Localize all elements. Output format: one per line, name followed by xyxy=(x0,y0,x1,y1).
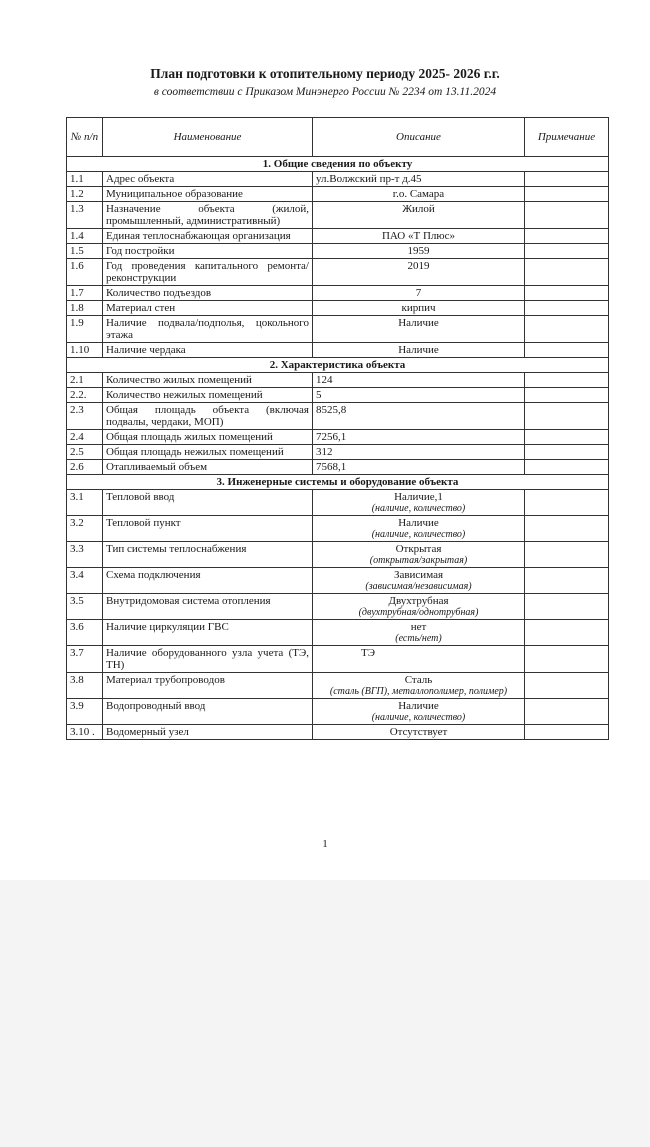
row-note xyxy=(525,490,609,516)
row-description xyxy=(313,620,525,646)
row-description-value: Наличие xyxy=(398,700,439,712)
row-description xyxy=(313,301,525,316)
row-description xyxy=(313,202,525,229)
row-name: Тип системы теплоснабжения xyxy=(103,542,313,568)
row-description-value: г.о. Самара xyxy=(392,188,445,200)
row-description xyxy=(313,673,525,699)
row-description-hint: (наличие, количество) xyxy=(371,529,466,540)
row-note xyxy=(525,187,609,202)
row-note xyxy=(525,403,609,430)
row-note xyxy=(525,673,609,699)
row-description xyxy=(313,594,525,620)
table-row xyxy=(67,259,609,286)
row-name: Назначение объекта (жилой, промышленный, административный) xyxy=(103,202,313,229)
table-row xyxy=(67,699,609,725)
row-name: Схема подключения xyxy=(103,568,313,594)
row-name: Наличие подвала/подполья, цокольного этажа xyxy=(103,316,313,343)
row-description-hint: (наличие, количество) xyxy=(371,503,466,514)
row-description-value: Открытая xyxy=(395,543,442,555)
table-row xyxy=(67,490,609,516)
row-number: 3.4 xyxy=(67,568,103,594)
row-description xyxy=(313,646,525,673)
table-row xyxy=(67,673,609,699)
row-description-value: ПАО «Т Плюс» xyxy=(381,230,456,242)
row-description xyxy=(313,187,525,202)
table-row xyxy=(67,460,609,475)
table-row xyxy=(67,172,609,187)
row-name: Внутридомовая система отопления xyxy=(103,594,313,620)
row-number: 2.3 xyxy=(67,403,103,430)
row-number: 1.10 xyxy=(67,343,103,358)
row-number: 1.2 xyxy=(67,187,103,202)
row-number: 1.9 xyxy=(67,316,103,343)
row-description-value: 2019 xyxy=(407,260,430,272)
row-description xyxy=(313,403,525,430)
row-note xyxy=(525,316,609,343)
row-description-hint: (зависимая/независимая) xyxy=(365,581,472,592)
table-row xyxy=(67,202,609,229)
row-note xyxy=(525,286,609,301)
row-name: Материал стен xyxy=(103,301,313,316)
row-description xyxy=(313,542,525,568)
row-note xyxy=(525,172,609,187)
row-name: Материал трубопроводов xyxy=(103,673,313,699)
row-description-value: Двухтрубная xyxy=(388,595,449,607)
row-name: Общая площадь объекта (включая подвалы, чердаки, МОП) xyxy=(103,403,313,430)
table-row xyxy=(67,646,609,673)
table-row xyxy=(67,445,609,460)
row-description xyxy=(313,725,525,740)
row-note xyxy=(525,725,609,740)
table-row xyxy=(67,301,609,316)
row-number: 1.5 xyxy=(67,244,103,259)
row-description xyxy=(313,445,525,460)
document-subtitle: в соответствии с Приказом Минэнерго России № 2234 от 13.11.2024 xyxy=(153,86,497,98)
row-description-hint: (наличие, количество) xyxy=(371,712,466,723)
row-note xyxy=(525,301,609,316)
row-description xyxy=(313,490,525,516)
row-description-value: нет xyxy=(410,621,427,633)
row-number: 1.6 xyxy=(67,259,103,286)
plan-table xyxy=(66,117,609,740)
row-description-value: 124 xyxy=(316,374,333,386)
row-description-value: Наличие xyxy=(398,344,439,356)
row-name: Водомерный узел xyxy=(103,725,313,740)
row-number: 3.2 xyxy=(67,516,103,542)
row-description-hint: (есть/нет) xyxy=(395,633,442,644)
table-row xyxy=(67,229,609,244)
row-description-hint: (двухтрубная/однотрубная) xyxy=(358,607,479,618)
row-number: 1.1 xyxy=(67,172,103,187)
row-note xyxy=(525,343,609,358)
row-description xyxy=(313,373,525,388)
row-name: Отапливаемый объем xyxy=(103,460,313,475)
row-description xyxy=(313,516,525,542)
row-number: 3.8 xyxy=(67,673,103,699)
header-num: № п/п xyxy=(67,118,103,157)
row-name: Общая площадь жилых помещений xyxy=(103,430,313,445)
row-description-value: Зависимая xyxy=(393,569,444,581)
row-description xyxy=(313,460,525,475)
row-description xyxy=(313,699,525,725)
table-row xyxy=(67,594,609,620)
row-description xyxy=(313,286,525,301)
row-note xyxy=(525,259,609,286)
table-row xyxy=(67,403,609,430)
table-row xyxy=(67,187,609,202)
row-number: 3.7 xyxy=(67,646,103,673)
row-name: Наличие циркуляции ГВС xyxy=(103,620,313,646)
row-description xyxy=(313,430,525,445)
row-name: Водопроводный ввод xyxy=(103,699,313,725)
table-row xyxy=(67,620,609,646)
row-name: Год постройки xyxy=(103,244,313,259)
row-name: Общая площадь нежилых помещений xyxy=(103,445,313,460)
row-note xyxy=(525,460,609,475)
row-name: Наличие оборудованного узла учета (ТЭ, ТН) xyxy=(103,646,313,673)
row-description-value: ул.Волжский пр-т д.45 xyxy=(316,173,422,185)
table-row xyxy=(67,516,609,542)
row-name: Количество жилых помещений xyxy=(103,373,313,388)
row-description-value: Наличие xyxy=(398,317,439,329)
row-note xyxy=(525,568,609,594)
header-name: Наименование xyxy=(103,118,313,157)
row-note xyxy=(525,202,609,229)
row-number: 1.7 xyxy=(67,286,103,301)
row-description-value: 5 xyxy=(316,389,322,401)
row-note xyxy=(525,229,609,244)
row-description xyxy=(313,568,525,594)
row-description-value: Наличие,1 xyxy=(394,491,443,503)
row-name: Адрес объекта xyxy=(103,172,313,187)
table-row xyxy=(67,725,609,740)
row-description-value: 8525,8 xyxy=(316,404,347,416)
row-description-value: 312 xyxy=(316,446,333,458)
table-body xyxy=(67,157,609,740)
section-title: 2. Характеристика объекта xyxy=(67,358,609,373)
table-row xyxy=(67,343,609,358)
row-description xyxy=(313,229,525,244)
row-number: 3.10 . xyxy=(67,725,103,740)
row-note xyxy=(525,388,609,403)
row-description-hint: (сталь (ВГП), металлополимер, полимер) xyxy=(329,686,508,697)
table-row xyxy=(67,373,609,388)
table-row xyxy=(67,568,609,594)
row-note xyxy=(525,516,609,542)
row-note xyxy=(525,244,609,259)
section-header-row xyxy=(67,157,609,172)
row-description-value: Жилой xyxy=(402,203,435,215)
row-description-value: Отсутствует xyxy=(389,726,448,738)
row-note xyxy=(525,646,609,673)
row-description xyxy=(313,316,525,343)
row-description xyxy=(313,244,525,259)
row-description xyxy=(313,172,525,187)
table-row xyxy=(67,430,609,445)
document-title: План подготовки к отопительному периоду 2025- 2026 г.г. xyxy=(150,66,500,81)
row-description xyxy=(313,388,525,403)
row-name: Тепловой пункт xyxy=(103,516,313,542)
row-note xyxy=(525,542,609,568)
table-row xyxy=(67,286,609,301)
table-row xyxy=(67,244,609,259)
row-number: 1.4 xyxy=(67,229,103,244)
row-description-value: 7256,1 xyxy=(316,431,347,443)
row-description-value: 1959 xyxy=(407,245,430,257)
row-note xyxy=(525,699,609,725)
row-number: 3.6 xyxy=(67,620,103,646)
row-number: 3.5 xyxy=(67,594,103,620)
row-name: Единая теплоснабжающая организация xyxy=(103,229,313,244)
row-number: 2.2. xyxy=(67,388,103,403)
row-number: 2.4 xyxy=(67,430,103,445)
section-header-row xyxy=(67,358,609,373)
table-header-row xyxy=(67,118,609,157)
row-note xyxy=(525,620,609,646)
row-number: 1.8 xyxy=(67,301,103,316)
row-description-value: 7 xyxy=(415,287,422,299)
table-row xyxy=(67,388,609,403)
row-name: Наличие чердака xyxy=(103,343,313,358)
table-row xyxy=(67,542,609,568)
row-description-hint: (открытая/закрытая) xyxy=(369,555,468,566)
table-row xyxy=(67,316,609,343)
row-description xyxy=(313,343,525,358)
row-number: 2.5 xyxy=(67,445,103,460)
row-description-value: 7568,1 xyxy=(316,461,347,473)
row-name: Муниципальное образование xyxy=(103,187,313,202)
row-name: Год проведения капитального ремонта/реконструкции xyxy=(103,259,313,286)
background-below-page xyxy=(0,880,650,1147)
row-name: Количество нежилых помещений xyxy=(103,388,313,403)
row-note xyxy=(525,445,609,460)
row-description xyxy=(313,259,525,286)
section-title: 1. Общие сведения по объекту xyxy=(67,157,609,172)
page-number: 1 xyxy=(322,838,328,850)
row-number: 2.1 xyxy=(67,373,103,388)
section-header-row xyxy=(67,475,609,490)
row-description-value: кирпич xyxy=(401,302,436,314)
row-number: 3.9 xyxy=(67,699,103,725)
header-desc: Описание xyxy=(313,118,525,157)
row-description-value: ТЭ xyxy=(361,647,375,659)
row-name: Тепловой ввод xyxy=(103,490,313,516)
row-note xyxy=(525,430,609,445)
row-number: 2.6 xyxy=(67,460,103,475)
row-name: Количество подъездов xyxy=(103,286,313,301)
header-note: Примечание xyxy=(525,118,609,157)
row-number: 3.1 xyxy=(67,490,103,516)
row-description-value: Сталь xyxy=(404,674,433,686)
row-note xyxy=(525,373,609,388)
row-number: 3.3 xyxy=(67,542,103,568)
row-number: 1.3 xyxy=(67,202,103,229)
row-description-value: Наличие xyxy=(398,517,439,529)
row-note xyxy=(525,594,609,620)
section-title: 3. Инженерные системы и оборудование объекта xyxy=(67,475,609,490)
